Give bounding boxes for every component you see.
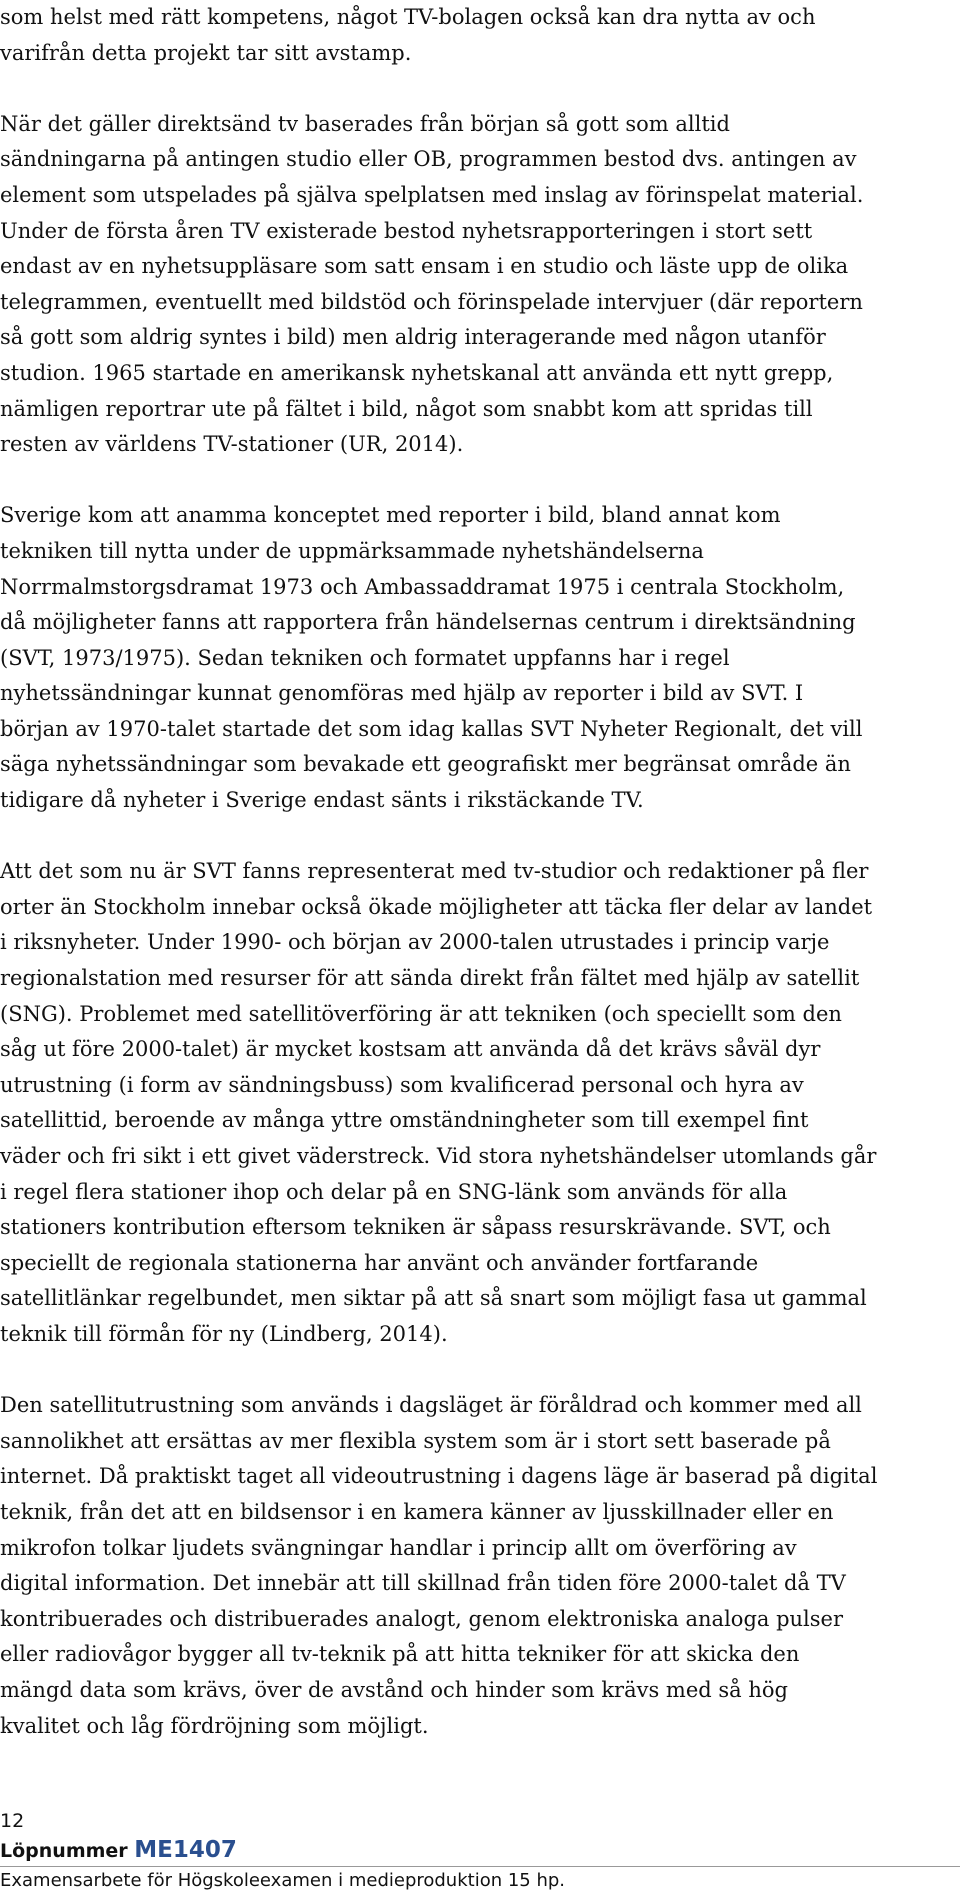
text-line: såg ut före 2000-talet) är mycket kostsam att använda då det krävs såväl dyr [0, 1037, 821, 1062]
text-line: som helst med rätt kompetens, något TV-bolagen också kan dra nytta av och [0, 5, 816, 29]
serial-number-code: ME1407 [134, 1837, 237, 1863]
text-line: tidigare då nyheter i Sverige endast sänts i rikstäckande TV. [0, 788, 644, 813]
text-line: kvalitet och låg fördröjning som möjligt. [0, 1713, 429, 1738]
text-line: eller radiovågor bygger all tv-teknik på att hitta tekniker för att skicka den [0, 1642, 800, 1667]
text-line: satellittid, beroende av många yttre omständningheter som till exempel fint [0, 1108, 809, 1133]
paragraph-gap [0, 819, 945, 855]
text-line: teknik, från det att en bildsensor i en kamera känner av ljusskillnader eller en [0, 1499, 834, 1524]
text-line: mikrofon tolkar ljudets svängningar handlar i princip allt om överföring av [0, 1535, 797, 1560]
text-line: teknik till förmån för ny (Lindberg, 2014). [0, 1321, 448, 1346]
text-line: speciellt de regionala stationerna har använt och använder fortfarande [0, 1250, 759, 1275]
text-line: stationers kontribution eftersom tekniken är såpass resurskrävande. SVT, och [0, 1215, 831, 1240]
text-line: väder och fri sikt i ett givet väderstreck. Vid stora nyhetshändelser utomlands går [0, 1144, 877, 1168]
paragraph-gap [0, 71, 945, 107]
text-line: endast av en nyhetsuppläsare som satt ensam i en studio och läste upp de olika [0, 254, 849, 279]
text-line: sannolikhet att ersättas av mer flexibla system som är i stort sett baserade på [0, 1428, 831, 1453]
text-line: digital information. Det innebär att till skillnad från tiden före 2000-talet då TV [0, 1571, 846, 1596]
text-line: säga nyhetssändningar som bevakade ett geografiskt mer begränsat område än [0, 752, 851, 777]
text-line: Att det som nu är SVT fanns representerat med tv-studior och redaktioner på fler [0, 859, 869, 884]
text-line: utrustning (i form av sändningsbuss) som kvalificerad personal och hyra av [0, 1072, 804, 1097]
paragraph-1 [0, 0, 945, 71]
paragraph-3 [0, 498, 945, 818]
page-footer [0, 1808, 960, 1895]
text-line: mängd data som krävs, över de avstånd och hinder som krävs med så hög [0, 1677, 788, 1702]
text-line: kontribuerades och distribuerades analogt, genom elektroniska analoga pulser [0, 1606, 844, 1631]
text-line: tekniken till nytta under de uppmärksammade nyhetshändelserna [0, 538, 704, 563]
text-line: nämligen reportrar ute på fältet i bild, något som snabbt kom att spridas till [0, 396, 813, 421]
text-line: (SNG). Problemet med satellitöverföring är att tekniken (och speciellt som den [0, 1001, 842, 1026]
text-line: då möjligheter fanns att rapportera från händelsernas centrum i direktsändning [0, 610, 856, 635]
text-line: nyhetssändningar kunnat genomföras med hjälp av reporter i bild av SVT. I [0, 681, 804, 706]
text-line: så gott som aldrig syntes i bild) men aldrig interagerande med någon utanför [0, 325, 826, 350]
text-line: Under de första åren TV existerade bestod nyhetsrapporteringen i stort sett [0, 218, 813, 243]
serial-number [0, 1835, 960, 1866]
text-line: studion. 1965 startade en amerikansk nyhetskanal att använda ett nytt grepp, [0, 360, 834, 385]
exam-description: Examensarbete för Högskoleexamen i medieproduktion 15 hp. [0, 1866, 960, 1895]
text-line: internet. Då praktiskt taget all videoutrustning i dagens läge är baserad på digital [0, 1464, 878, 1489]
paragraph-2 [0, 107, 945, 463]
paragraph-gap [0, 1353, 945, 1389]
text-line: Sverige kom att anamma konceptet med reporter i bild, bland annat kom [0, 503, 781, 528]
text-line: element som utspelades på själva spelplatsen med inslag av förinspelat material. [0, 182, 864, 207]
text-line: början av 1970-talet startade det som idag kallas SVT Nyheter Regionalt, det vill [0, 716, 863, 741]
text-line: Den satellitutrustning som används i dagsläget är föråldrad och kommer med all [0, 1393, 862, 1418]
text-line: regionalstation med resurser för att sända direkt från fältet med hjälp av satellit [0, 966, 860, 991]
page-number: 12 [0, 1810, 25, 1832]
text-line: i regel flera stationer ihop och delar på en SNG-länk som används för alla [0, 1179, 788, 1204]
text-line: telegrammen, eventuellt med bildstöd och förinspelade intervjuer (där reportern [0, 289, 863, 314]
paragraph-gap [0, 463, 945, 499]
text-line: satellitlänkar regelbundet, men siktar på att så snart som möjligt fasa ut gammal [0, 1286, 867, 1311]
text-line: resten av världens TV-stationer (UR, 2014). [0, 432, 464, 457]
text-line: sändningarna på antingen studio eller OB, programmen bestod dvs. antingen av [0, 147, 857, 172]
paragraph-5 [0, 1388, 945, 1744]
serial-number-label: Löpnummer [0, 1840, 128, 1862]
text-line: i riksnyheter. Under 1990- och början av 2000-talen utrustades i princip varje [0, 930, 830, 955]
text-line: varifrån detta projekt tar sitt avstamp. [0, 40, 412, 65]
text-line: (SVT, 1973/1975). Sedan tekniken och formatet uppfanns har i regel [0, 645, 730, 670]
text-line: Norrmalmstorgsdramat 1973 och Ambassaddramat 1975 i centrala Stockholm, [0, 574, 845, 599]
paragraph-4 [0, 854, 945, 1352]
text-line: När det gäller direktsänd tv baserades från början så gott som alltid [0, 111, 730, 136]
text-line: orter än Stockholm innebar också ökade möjligheter att täcka fler delar av landet [0, 894, 873, 919]
